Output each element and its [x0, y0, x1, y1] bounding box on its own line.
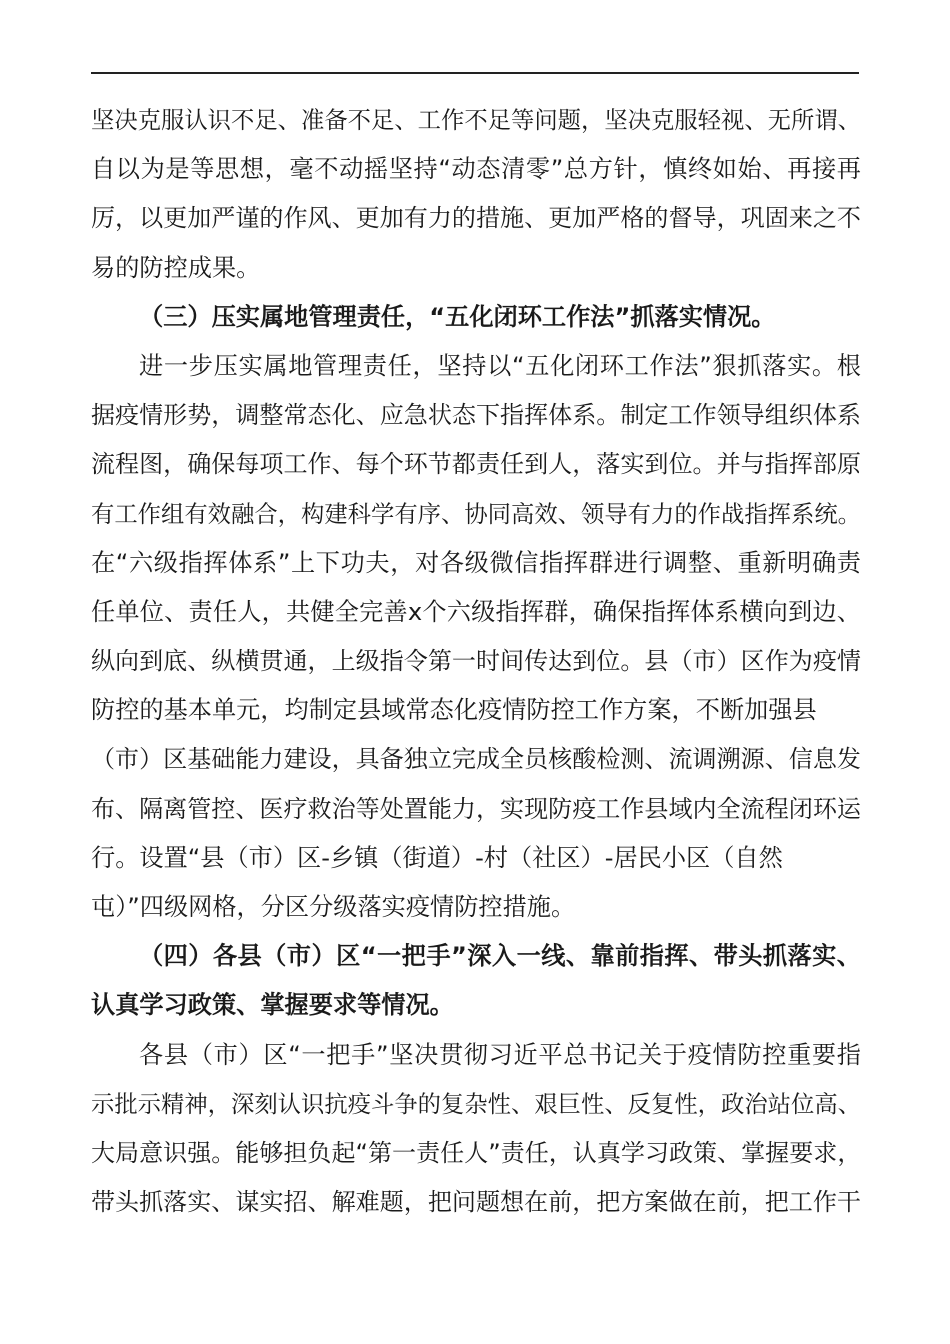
body-line: 厉，以更加严谨的作风、更加有力的措施、更加严格的督导，巩固来之不 — [91, 204, 861, 233]
body-line: 带头抓落实、谋实招、解难题，把问题想在前，把方案做在前，把工作干 — [91, 1188, 861, 1217]
body-line: 易的防控成果。 — [91, 253, 261, 282]
section-heading-4-cont: 认真学习政策、掌握要求等情况。 — [91, 991, 454, 1020]
body-line: 大局意识强。能够担负起“第一责任人”责任，认真学习政策、掌握要求， — [91, 1138, 862, 1167]
body-line: 任单位、责任人，共健全完善x个六级指挥群，确保指挥体系横向到边、 — [91, 597, 861, 626]
body-line: 屯）”四级网格，分区分级落实疫情防控措施。 — [91, 893, 576, 921]
section-heading-4: （四）各县（市）区“一把手”深入一线、靠前指挥、带头抓落实、 — [139, 942, 861, 971]
body-line: 流程图，确保每项工作、每个环节都责任到人，落实到位。并与指挥部原 — [91, 450, 861, 479]
body-line: 各县（市）区“一把手”坚决贯彻习近平总书记关于疫情防控重要指 — [139, 1040, 861, 1069]
document-body — [91, 96, 861, 1227]
body-line: 进一步压实属地管理责任，坚持以“五化闭环工作法”狠抓落实。根 — [139, 351, 861, 380]
body-line: 坚决克服认识不足、准备不足、工作不足等问题，坚决克服轻视、无所谓、 — [91, 106, 861, 134]
header-rule — [91, 72, 859, 74]
body-line: 布、隔离管控、医疗救治等处置能力，实现防疫工作县域内全流程闭环运 — [91, 794, 861, 823]
body-line: 行。设置“县（市）区-乡镇（街道）-村（社区）-居民小区（自然 — [91, 843, 783, 872]
body-line: 示批示精神，深刻认识抗疫斗争的复杂性、艰巨性、反复性，政治站位高、 — [91, 1089, 861, 1118]
body-line: 防控的基本单元，均制定县域常态化疫情防控工作方案，不断加强县 — [91, 696, 817, 725]
body-line: 自以为是等思想，毫不动摇坚持“动态清零”总方针，慎终如始、再接再 — [91, 155, 861, 184]
body-line: 据疫情形势，调整常态化、应急状态下指挥体系。制定工作领导组织体系 — [91, 401, 861, 430]
body-line: （市）区基础能力建设，具备独立完成全员核酸检测、流调溯源、信息发 — [91, 745, 861, 774]
body-line: 在“六级指挥体系”上下功夫，对各级微信指挥群进行调整、重新明确责 — [91, 548, 861, 577]
body-line: 纵向到底、纵横贯通，上级指令第一时间传达到位。县（市）区作为疫情 — [91, 647, 861, 676]
body-line: 有工作组有效融合，构建科学有序、协同高效、领导有力的作战指挥系统。 — [91, 499, 861, 528]
section-heading-3: （三）压实属地管理责任，“五化闭环工作法”抓落实情况。 — [139, 302, 776, 331]
